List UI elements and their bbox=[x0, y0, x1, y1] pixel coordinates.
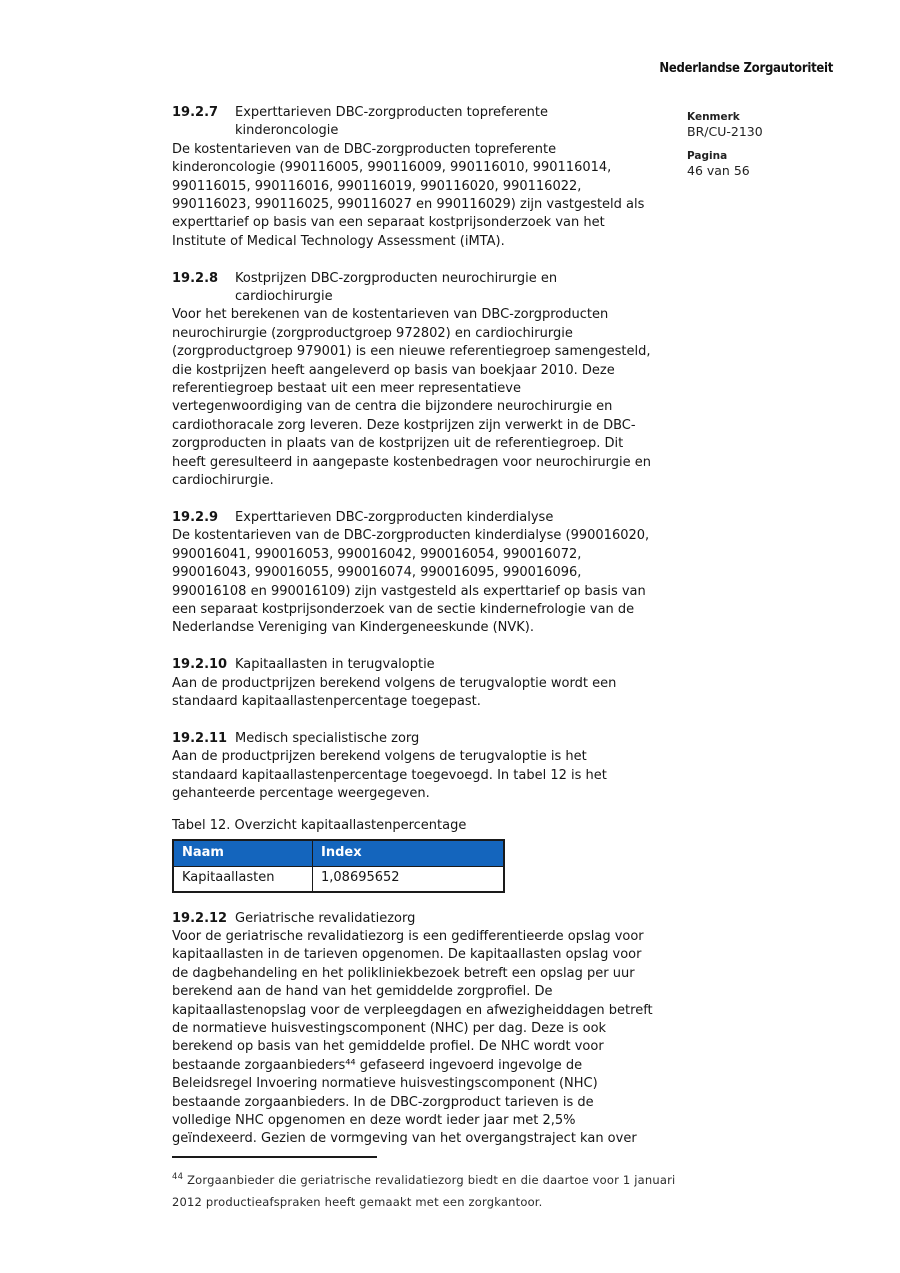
sections-after-table bbox=[172, 910, 684, 1149]
section-heading bbox=[172, 910, 684, 928]
section-title: Medisch specialistische zorg bbox=[235, 730, 420, 746]
section-heading bbox=[172, 730, 684, 748]
section-heading bbox=[172, 270, 684, 307]
kenmerk-value: BR/CU-2130 bbox=[687, 124, 763, 139]
section-heading bbox=[172, 656, 684, 674]
footnote-block bbox=[172, 1156, 684, 1214]
table-12-block bbox=[172, 817, 684, 892]
kenmerk-label: Kenmerk bbox=[687, 111, 740, 123]
section-title: Experttarieven DBC-zorgproducten kinderdialyse bbox=[235, 509, 554, 525]
section-paragraph: Aan de productprijzen berekend volgens de terugvaloptie is het standaard kapitaallastenpercentage toegevoegd. In tabel 12 is het gehanteerde percentage weergegeven. bbox=[172, 749, 607, 801]
section-number: 19.2.12 bbox=[172, 910, 228, 926]
section-heading bbox=[172, 509, 684, 527]
document-body bbox=[172, 104, 684, 1214]
section-heading bbox=[172, 104, 684, 141]
document-meta-sidebar bbox=[687, 110, 847, 188]
nza-logo: Nederlandse Zorgautoriteit bbox=[659, 61, 833, 76]
pagina-label: Pagina bbox=[687, 150, 728, 162]
section-paragraph: De kostentarieven van de DBC-zorgproducten topreferente kinderoncologie (990116005, 990116009, 990116010, 990116014, 990116015, 990116016, 990116019, 990116020, 990116022, 990116023, 990116025, 990116027 en 990116029) zijn vastgesteld als experttarief op basis van een separaat kostprijsonderzoek van het Institute of Medical Technology Assessment (iMTA). bbox=[172, 141, 645, 249]
section-19.2.12 bbox=[172, 910, 684, 1149]
section-19.2.9 bbox=[172, 509, 684, 638]
section-paragraph: Voor het berekenen van de kostentarieven van DBC-zorgproducten neurochirurgie (zorgproductgroep 972802) en cardiochirurgie (zorgproductgroep 979001) is een nieuwe referentiegroep samengesteld, die kostprijzen heeft aangeleverd op basis van boekjaar 2010. Deze referentiegroep bestaat uit een meer representatieve vertegenwoordiging van de centra die bijzondere neurochirurgie en cardiothoracale zorg leveren. Deze kostprijzen zijn verwerkt in de DBC- zorgproducten in plaats van de kostprijzen uit de referentiegroep. Dit heeft geresulteerd in aangepaste kostenbedragen voor neurochirurgie en cardiochirurgie. bbox=[172, 307, 652, 489]
kapitaallasten-table bbox=[172, 839, 505, 893]
section-number: 19.2.8 bbox=[172, 270, 219, 286]
section-number: 19.2.9 bbox=[172, 509, 219, 525]
footnote-marker: 44 bbox=[172, 1171, 184, 1182]
footnote-line-2: 2012 productieafspraken heeft gemaakt met een zorgkantoor. bbox=[172, 1195, 543, 1210]
section-title: Kapitaallasten in terugvaloptie bbox=[235, 657, 435, 673]
table-caption: Tabel 12. Overzicht kapitaallastenpercentage bbox=[172, 818, 467, 834]
footnote-divider bbox=[172, 1156, 377, 1158]
section-number: 19.2.11 bbox=[172, 730, 228, 746]
footnote-line-1: $^{44}$ Zorgaanbieder die geriatrische revalidatiezorg biedt en die daartoe voor 1 januari bbox=[172, 1171, 676, 1187]
column-header-naam: Naam bbox=[173, 840, 313, 867]
section-title: Geriatrische revalidatiezorg bbox=[235, 910, 416, 926]
column-header-index: Index bbox=[313, 840, 505, 867]
section-19.2.8 bbox=[172, 270, 684, 491]
sections-before-table bbox=[172, 104, 684, 803]
section-19.2.7 bbox=[172, 104, 684, 251]
section-title: Kostprijzen DBC-zorgproducten neurochirurgie en cardiochirurgie bbox=[235, 270, 558, 305]
table-header-row bbox=[173, 840, 504, 867]
section-paragraph: Voor de geriatrische revalidatiezorg is een gedifferentieerde opslag voor kapitaallasten in de tarieven opgenomen. De kapitaallasten opslag voor de dagbehandeling en het polikliniekbezoek betreft een opslag per uur berekend aan de hand van het gemiddelde zorgprofiel. De kapitaallastenopslag voor de verpleegdagen en afwezigheiddagen betreft de normatieve huisvestingscomponent (NHC) per dag. Deze is ook berekend op basis van het gemiddelde profiel. De NHC wordt voor bestaande zorgaanbieders⁴⁴ gefaseerd ingevoerd ingevolge de Beleidsregel Invoering normatieve huisvestingscomponent (NHC) bestaande zorgaanbieders. In de DBC-zorgproduct tarieven is de volledige NHC opgenomen en deze wordt ieder jaar met 2,5% geïndexeerd. Gezien de vormgeving van het overgangstraject kan over bbox=[172, 929, 653, 1147]
pagina-value: 46 van 56 bbox=[687, 163, 750, 178]
section-number: 19.2.10 bbox=[172, 657, 228, 673]
section-number: 19.2.7 bbox=[172, 105, 219, 120]
cell-naam: Kapitaallasten bbox=[173, 867, 313, 892]
section-title: Experttarieven DBC-zorgproducten topreferente kinderoncologie bbox=[235, 105, 548, 139]
section-paragraph: Aan de productprijzen berekend volgens de terugvaloptie wordt een standaard kapitaallastenpercentage toegepast. bbox=[172, 675, 617, 709]
section-paragraph: De kostentarieven van de DBC-zorgproducten kinderdialyse (990016020, 990016041, 990016053, 990016042, 990016054, 990016072, 990016043, 990016055, 990016074, 990016095, 990016096, 990016108 en 990016109) zijn vastgesteld als experttarief op basis van een separaat kostprijsonderzoek van de sectie kindernefrologie van de Nederlandse Vereniging van Kindergeneeskunde (NVK). bbox=[172, 528, 650, 636]
section-19.2.10 bbox=[172, 656, 684, 711]
table-row bbox=[173, 867, 504, 892]
section-19.2.11 bbox=[172, 730, 684, 804]
cell-index: 1,08695652 bbox=[313, 867, 505, 892]
